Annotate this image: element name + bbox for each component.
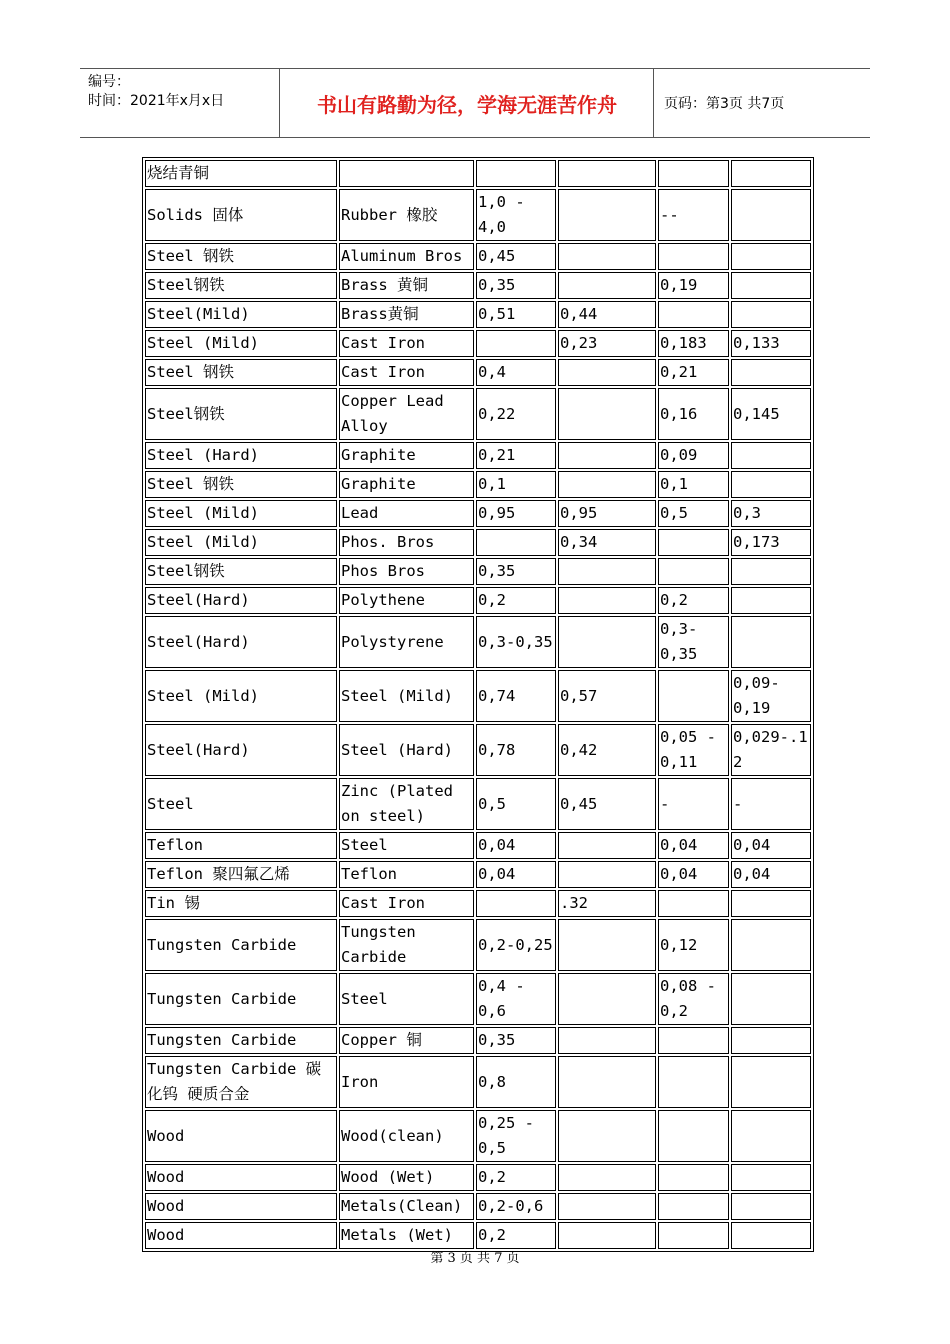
table-cell: 0,029-.12 (731, 724, 811, 776)
table-cell: Wood (145, 1222, 337, 1249)
table-row (145, 919, 811, 971)
table-cell (658, 1027, 729, 1054)
table-cell: 0,44 (558, 301, 656, 328)
table-row (145, 558, 811, 585)
table-cell (731, 919, 811, 971)
table-row (145, 587, 811, 614)
table-row (145, 861, 811, 888)
table-row (145, 1110, 811, 1162)
table-cell: Graphite (339, 442, 474, 469)
table-cell: 0,133 (731, 330, 811, 357)
table-cell (658, 890, 729, 917)
table-cell: Iron (339, 1056, 474, 1108)
table-cell (731, 558, 811, 585)
table-cell: 0,5 (658, 500, 729, 527)
table-cell: 0,1 (658, 471, 729, 498)
table-row (145, 724, 811, 776)
table-cell (558, 359, 656, 386)
table-cell: .32 (558, 890, 656, 917)
table-cell: 0,95 (476, 500, 556, 527)
table-row (145, 442, 811, 469)
table-cell: 0,183 (658, 330, 729, 357)
table-cell (558, 442, 656, 469)
table-cell: Steel (339, 832, 474, 859)
table-cell: Metals (Wet) (339, 1222, 474, 1249)
table-cell: 0,04 (476, 832, 556, 859)
table-cell: 0,2 (476, 1222, 556, 1249)
table-cell: Teflon 聚四氟乙烯 (145, 861, 337, 888)
table-cell: 0,08 - 0,2 (658, 973, 729, 1025)
number-label: 编号： (88, 74, 130, 90)
table-cell: Wood (145, 1193, 337, 1220)
table-row (145, 189, 811, 241)
table-cell (731, 471, 811, 498)
table-cell (558, 1027, 656, 1054)
table-cell: 0,23 (558, 330, 656, 357)
table-cell: 0,04 (476, 861, 556, 888)
table-cell (658, 301, 729, 328)
table-cell (558, 1193, 656, 1220)
table-cell: Cast Iron (339, 330, 474, 357)
table-row (145, 500, 811, 527)
table-cell (658, 529, 729, 556)
table-cell: Steel钢铁 (145, 272, 337, 299)
table-cell: 0,5 (476, 778, 556, 830)
table-row (145, 778, 811, 830)
table-cell: Lead (339, 500, 474, 527)
table-cell (658, 160, 729, 187)
table-cell: Copper 铜 (339, 1027, 474, 1054)
table-cell: Phos Bros (339, 558, 474, 585)
header-motto: 书山有路勤为径，学海无涯苦作舟 (281, 69, 654, 137)
table-cell (558, 471, 656, 498)
table-cell (731, 973, 811, 1025)
table-cell (731, 587, 811, 614)
table-cell: - (731, 778, 811, 830)
table-cell: 0,173 (731, 529, 811, 556)
table-cell: 0,04 (658, 832, 729, 859)
table-cell: 0,04 (731, 861, 811, 888)
table-cell: 0,22 (476, 388, 556, 440)
table-cell: Wood (Wet) (339, 1164, 474, 1191)
table-cell (658, 1222, 729, 1249)
table-cell: 0,2 (476, 1164, 556, 1191)
table-cell: 0,4 (476, 359, 556, 386)
table-cell: Tungsten Carbide (339, 919, 474, 971)
table-cell: Steel (Mild) (145, 670, 337, 722)
table-cell: 0,51 (476, 301, 556, 328)
table-cell: 0,3 (731, 500, 811, 527)
table-cell: 0,05 - 0,11 (658, 724, 729, 776)
time-label: 时间：2021年x月x日 (88, 93, 225, 109)
table-cell (658, 243, 729, 270)
table-row (145, 973, 811, 1025)
table-cell: Steel(Mild) (145, 301, 337, 328)
table-cell: Steel(Hard) (145, 587, 337, 614)
table-cell: 0,12 (658, 919, 729, 971)
table-cell: 0,45 (558, 778, 656, 830)
table-row (145, 616, 811, 668)
table-cell (731, 1056, 811, 1108)
table-cell (658, 670, 729, 722)
table-cell: Copper Lead Alloy (339, 388, 474, 440)
table-cell: 0,74 (476, 670, 556, 722)
table-cell: 0,09-0,19 (731, 670, 811, 722)
table-cell: Steel (Mild) (145, 500, 337, 527)
table-cell: Steel (Mild) (339, 670, 474, 722)
table-cell (558, 388, 656, 440)
table-cell: 0,8 (476, 1056, 556, 1108)
table-cell: Aluminum Bros (339, 243, 474, 270)
table-cell (731, 442, 811, 469)
table-cell: - (658, 778, 729, 830)
table-cell (558, 861, 656, 888)
table-cell: 0,3-0,35 (476, 616, 556, 668)
table-cell: Steel (Hard) (145, 442, 337, 469)
table-cell: Metals(Clean) (339, 1193, 474, 1220)
table-cell (731, 301, 811, 328)
table-cell: 0,21 (658, 359, 729, 386)
table-cell: Brass黄铜 (339, 301, 474, 328)
table-cell: 0,2-0,6 (476, 1193, 556, 1220)
table-cell: 0,1 (476, 471, 556, 498)
table-cell: -- (658, 189, 729, 241)
table-cell (658, 1164, 729, 1191)
table-cell: 0,35 (476, 272, 556, 299)
table-cell: Steel (Hard) (339, 724, 474, 776)
table-cell: Teflon (339, 861, 474, 888)
table-cell (476, 529, 556, 556)
table-cell (476, 330, 556, 357)
table-cell (731, 1110, 811, 1162)
table-cell (731, 359, 811, 386)
table-cell: 0,21 (476, 442, 556, 469)
table-cell: Polythene (339, 587, 474, 614)
table-cell: 0,35 (476, 558, 556, 585)
table-cell (558, 832, 656, 859)
table-cell (658, 1056, 729, 1108)
table-cell: Steel (Mild) (145, 529, 337, 556)
table-cell: Steel 钢铁 (145, 359, 337, 386)
table-row (145, 670, 811, 722)
table-cell (558, 1222, 656, 1249)
table-cell: Tungsten Carbide (145, 1027, 337, 1054)
table-cell: 0,3-0,35 (658, 616, 729, 668)
header-page-label: 页码：第3页 共7页 (664, 96, 785, 112)
table-cell (731, 1027, 811, 1054)
table-cell: Cast Iron (339, 890, 474, 917)
table-cell (658, 1193, 729, 1220)
table-cell: 0,4 - 0,6 (476, 973, 556, 1025)
table-cell: Tin 锡 (145, 890, 337, 917)
table-cell: 0,04 (731, 832, 811, 859)
table-cell (731, 160, 811, 187)
table-cell: Teflon (145, 832, 337, 859)
page-footer: 第 3 页 共 7 页 (430, 1251, 520, 1266)
table-row (145, 1222, 811, 1249)
table-row (145, 330, 811, 357)
table-row (145, 529, 811, 556)
table-cell: 0,2-0,25 (476, 919, 556, 971)
table-cell (558, 558, 656, 585)
table-cell (558, 919, 656, 971)
table-cell: Steel (339, 973, 474, 1025)
table-cell: Steel钢铁 (145, 388, 337, 440)
table-cell: 0,78 (476, 724, 556, 776)
table-row (145, 388, 811, 440)
table-cell: 0,2 (476, 587, 556, 614)
table-cell: 0,45 (476, 243, 556, 270)
table-cell: Tungsten Carbide (145, 973, 337, 1025)
table-cell: Cast Iron (339, 359, 474, 386)
table-cell: Polystyrene (339, 616, 474, 668)
table-cell: 0,25 - 0,5 (476, 1110, 556, 1162)
table-cell (731, 616, 811, 668)
table-cell: Phos. Bros (339, 529, 474, 556)
table-cell (476, 890, 556, 917)
table-cell (731, 1164, 811, 1191)
table-cell (731, 1193, 811, 1220)
table-cell (558, 973, 656, 1025)
table-cell: 0,34 (558, 529, 656, 556)
table-cell (558, 587, 656, 614)
page-header (80, 68, 870, 138)
table-cell: Steel(Hard) (145, 724, 337, 776)
table-cell: Solids 固体 (145, 189, 337, 241)
table-row (145, 1193, 811, 1220)
table-cell: Wood (145, 1110, 337, 1162)
table-row (145, 160, 811, 187)
table-cell (558, 1164, 656, 1191)
table-cell: Brass 黄铜 (339, 272, 474, 299)
table-cell: Steel(Hard) (145, 616, 337, 668)
header-meta (80, 69, 280, 137)
table-cell: 0,04 (658, 861, 729, 888)
table-cell (476, 160, 556, 187)
table-cell: Steel钢铁 (145, 558, 337, 585)
table-cell: Rubber 橡胶 (339, 189, 474, 241)
table-row (145, 832, 811, 859)
table-cell: 0,95 (558, 500, 656, 527)
table-cell: Graphite (339, 471, 474, 498)
table-cell (558, 189, 656, 241)
table-cell: Wood(clean) (339, 1110, 474, 1162)
table-cell (658, 1110, 729, 1162)
table-cell (731, 189, 811, 241)
table-cell (731, 890, 811, 917)
table-row (145, 1164, 811, 1191)
table-cell (731, 243, 811, 270)
table-cell (558, 1056, 656, 1108)
friction-table (142, 157, 814, 1252)
table-cell: 0,57 (558, 670, 656, 722)
table-row (145, 890, 811, 917)
table-cell: 0,2 (658, 587, 729, 614)
table-cell (558, 272, 656, 299)
table-row (145, 272, 811, 299)
table-cell: 0,35 (476, 1027, 556, 1054)
table-cell (558, 160, 656, 187)
table-row (145, 1056, 811, 1108)
table-cell: Steel (Mild) (145, 330, 337, 357)
table-cell (558, 243, 656, 270)
table-cell: 1,0 - 4,0 (476, 189, 556, 241)
table-cell: Tungsten Carbide (145, 919, 337, 971)
table-cell (339, 160, 474, 187)
table-cell: Zinc (Plated on steel) (339, 778, 474, 830)
table-row (145, 359, 811, 386)
table-cell: 0,16 (658, 388, 729, 440)
table-cell: 0,09 (658, 442, 729, 469)
table-row (145, 301, 811, 328)
table-cell (731, 1222, 811, 1249)
table-cell: Steel 钢铁 (145, 471, 337, 498)
table-row (145, 243, 811, 270)
table-row (145, 1027, 811, 1054)
table-cell: 烧结青铜 (145, 160, 337, 187)
table-row (145, 471, 811, 498)
table-cell: Steel (145, 778, 337, 830)
table-cell (658, 558, 729, 585)
table-cell: Steel 钢铁 (145, 243, 337, 270)
table-cell: 0,42 (558, 724, 656, 776)
table-cell (558, 616, 656, 668)
table-cell (558, 1110, 656, 1162)
table-cell: 0,19 (658, 272, 729, 299)
table-cell: Tungsten Carbide 碳化钨 硬质合金 (145, 1056, 337, 1108)
table-cell: 0,145 (731, 388, 811, 440)
table-cell (731, 272, 811, 299)
table-cell: Wood (145, 1164, 337, 1191)
